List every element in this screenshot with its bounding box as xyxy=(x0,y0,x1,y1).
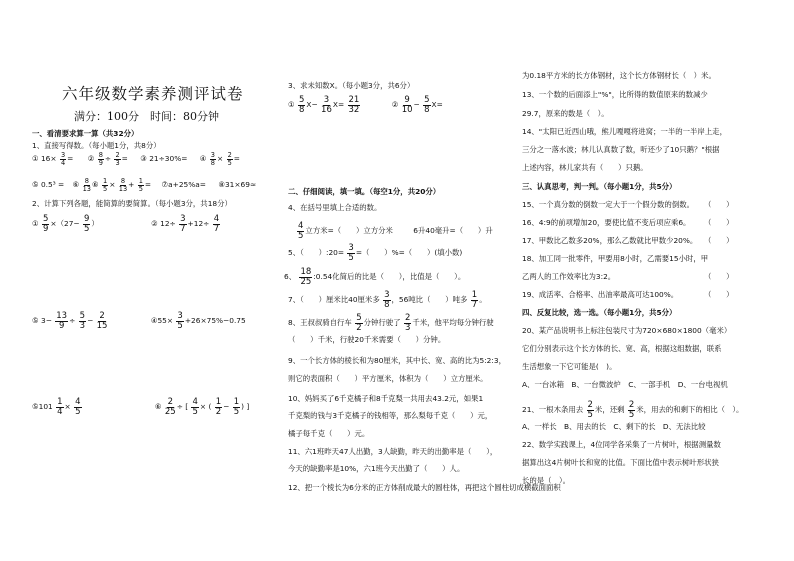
question-4: 4、在括号里填上合适的数。 xyxy=(288,203,382,212)
section-1-heading: 一、看清要求算一算（共32分） xyxy=(32,129,139,138)
calc-row-3: ⑤101 $\frac{1}{4}$ × $\frac{4}{5}$ ⑥ $\frac{2}{25}$ ÷ [ $\frac{4}{5}$ × ( $\frac{1}{2}$ − $\frac{1}{5}$ ) ] xyxy=(32,397,250,417)
question-10b: 千克梨的钱与3千克橘子的钱相等，那么梨每千克（ ）元， xyxy=(288,411,493,420)
judge-18a: 18、加工同一批零件，甲要用8小时，乙需要15小时，甲 xyxy=(522,254,709,263)
question-8a: 8、王叔叔骑自行车 $\frac{5}{2}$ 分钟行驶了 $\frac{2}{3}$ 千米，他平均每分钟行驶 xyxy=(288,313,494,333)
question-14c: 上述内容，林儿家共有（ ）只鹅。 xyxy=(522,163,648,172)
judge-16: 16、4:9的前项增加20，要使比值不变后项应乘6。 xyxy=(522,218,691,227)
question-22c: 长的是（ ）。 xyxy=(522,476,571,485)
question-5: 5、（ ）:20= $\frac{3}{5}$ =（ ）%=（ ）(填小数) xyxy=(288,243,463,263)
exam-info: 满分：100分 时间：80分钟 xyxy=(74,110,219,123)
question-12-continued: 为0.18平方米的长方体钢材，这个长方体钢材长（ ）米。 xyxy=(522,71,716,80)
question-22b: 据算出这4片树叶长和宽的比值。下面比值中表示树叶形状狭 xyxy=(522,458,719,467)
question-9b: 则它的表面积（ ）平方厘米，体积为（ ）立方厘米。 xyxy=(288,374,488,383)
question-10c: 橘子每千克（ ）元。 xyxy=(288,429,370,438)
judge-17-answer: （ ） xyxy=(704,236,734,245)
calc-row-1: ① $\frac{5}{9}$ ×（27− $\frac{9}{5}$ ） ② 12÷ $\frac{3}{7}$ +12÷ $\frac{4}{7}$ xyxy=(32,214,220,234)
question-14b: 三分之一落水波；林儿认真数了数，听还少了10只鹅？"根据 xyxy=(522,145,720,154)
question-7: 7、（ ）厘米比40厘米多 $\frac{3}{8}$ ，56吨比（ ）吨多 $\frac{1}{7}$ 。 xyxy=(288,290,487,310)
question-11a: 11、六1班昨天47人出勤，3人缺勤，昨天的出勤率是（ ）， xyxy=(288,447,498,456)
page-title: 六年级数学素养测评试卷 xyxy=(62,85,244,103)
question-10a: 10、妈妈买了6千克橘子和8千克梨一共用去43.2元，如果1 xyxy=(288,394,484,403)
question-14a: 14、"太阳已近西山哦，熊儿嘎嘎将进窝；一半的一半岸上走， xyxy=(522,127,727,136)
question-12: 12、把一个棱长为6分米的正方体削成最大的圆柱体，再把这个圆柱切成横截面面积 xyxy=(288,483,561,492)
question-8b: （ ）千米，行驶20千米需要（ ）分钟。 xyxy=(288,335,446,344)
question-21: 21、一根木条用去 $\frac{2}{5}$ 米，还剩 $\frac{2}{5}$ 米，用去的和剩下的相比（ ）。 xyxy=(522,400,744,420)
mental-math-row-2: ⑤ 0.5³ = ⑥ $\frac{8}{13}$ ⑥ $\frac{1}{5}$ × $\frac{8}{13}$ + $\frac{1}{5}$ = ⑦a+25%a= ⑧31×69≈ xyxy=(32,177,257,193)
question-21-options: A、一样长 B、用去的长 C、剩下的长 D、无法比较 xyxy=(522,422,706,431)
question-20c: 生活想象一下它可能是( )。 xyxy=(522,362,617,371)
judge-15: 15、一个真分数的倒数一定大于一个假分数的倒数。 xyxy=(522,200,695,209)
question-20-options: A、一台冰箱 B、一台微波炉 C、一部手机 D、一台电视机 xyxy=(522,380,728,389)
question-6: 6、 $\frac{18}{25}$ :0.54化简后的比是（ ），比值是（ ）。 xyxy=(284,267,466,287)
judge-19: 19、成活率、合格率、出油率最高可达100%。 xyxy=(522,290,679,299)
judge-16-answer: （ ） xyxy=(704,218,734,227)
calc-row-2: ⑤ 3− $\frac{13}{9}$ ÷ $\frac{5}{3}$ − $\frac{2}{15}$ ④55× $\frac{3}{5}$ +26×75%−0.75 xyxy=(32,311,246,331)
section-2-heading: 二、仔细阅读，填一填。（每空1分，共20分） xyxy=(288,187,441,196)
question-22a: 22、数学实践课上，4位同学各采集了一片树叶，根据测量数 xyxy=(522,440,721,449)
question-13a: 13、一个数的后面添上"%"，比所得的数值原来的数减少 xyxy=(522,90,708,99)
question-20b: 它们分别表示这个长方体的长、宽、高，根据这组数据，联系 xyxy=(522,344,722,353)
judge-18b: 乙两人的工作效率比为3:2。 xyxy=(522,272,616,281)
question-4a: $\frac{4}{5}$ 立方米=（ ）立方分米 6升40毫升=（ ）升 xyxy=(298,221,493,241)
section-4-heading: 四、反复比较，选一选。（每小题1分，共5分） xyxy=(522,308,677,317)
question-20a: 20、某产品说明书上标注包装尺寸为720×680×1800（毫米） xyxy=(522,326,732,335)
question-11b: 今天的缺勤率是10%，六1班今天出勤了（ ）人。 xyxy=(288,464,465,473)
question-9a: 9、一个长方体的棱长和为80厘米，其中长、宽、高的比为5:2:3， xyxy=(288,356,506,365)
solve-x-row: ① $\frac{5}{8}$ X− $\frac{3}{16}$ X= $\frac{21}{32}$ ② $\frac{9}{10}$ − $\frac{5}{8}$ X= xyxy=(288,95,443,115)
question-13b: 29.7，原来的数是（ ）。 xyxy=(522,109,609,118)
judge-17: 17、甲数比乙数多20%，那么乙数就比甲数少20%。 xyxy=(522,236,698,245)
judge-19-answer: （ ） xyxy=(704,290,734,299)
question-1-instruction: 1、直接写得数。（每小题1分，共8分） xyxy=(32,141,161,150)
mental-math-row-1: ① 16× $\frac{3}{4}$ = ② $\frac{8}{9}$ ÷ $\frac{2}{3}$ = ③ 21÷30%= ④ $\frac{3}{8}$ × $\frac{2}{5}$ = xyxy=(32,151,240,167)
section-3-heading: 三、认真思考，判一判。（每小题1分，共5分） xyxy=(522,182,677,191)
question-2-instruction: 2、计算下列各题，能简算的要简算。（每小题3分，共18分） xyxy=(32,199,232,208)
judge-18-answer: （ ） xyxy=(704,272,734,281)
judge-15-answer: （ ） xyxy=(704,200,734,209)
question-3-instruction: 3、求未知数X。（每小题3分，共6分） xyxy=(288,81,415,90)
